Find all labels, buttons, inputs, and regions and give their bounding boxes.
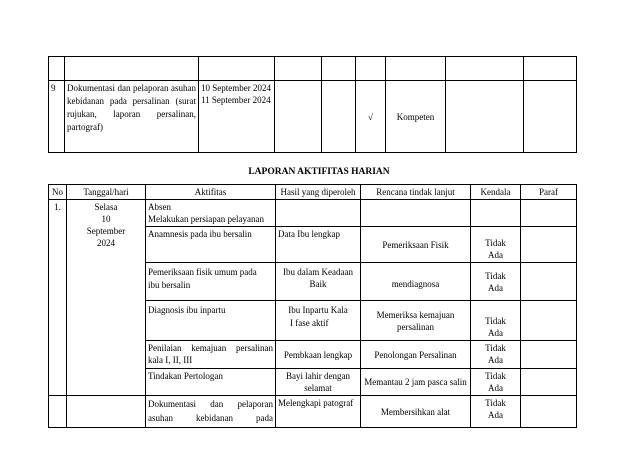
competency-row [49,81,577,153]
paraf-cell [521,301,577,341]
activity-cell: Anamnesis pada ibu bersalin [146,227,276,263]
competency-header-row [49,57,577,81]
result-cell: Bayi lahir dengan selamat [276,369,361,396]
activity-cell: Diagnosis ibu inpartu [146,301,276,341]
kendala-cell: Tidak Ada [471,341,521,369]
kendala-cell: Tidak Ada [471,369,521,396]
header-activity: Aktifitas [146,185,276,200]
paraf-cell [521,369,577,396]
row-number: 9 [49,81,65,153]
row-number: 1. [49,200,67,396]
plan-cell: Memantau 2 jam pasca salin [361,369,471,396]
paraf-cell [521,396,577,428]
activity-cell: Absen Melakukan persiapan pelayanan [146,200,276,227]
result-cell: Ibu dalam Keadaan Baik [276,263,361,301]
header-result: Hasil yang diperoleh [276,185,361,200]
table-header-row [49,185,577,200]
daily-activity-table [48,184,577,428]
kendala-cell: Tidak Ada [471,227,521,263]
result-cell: Ibu Inpartu Kala I fase aktif [276,301,361,341]
kendala-cell: Tidak Ada [471,263,521,301]
result-cell: Melengkapi patograf [276,396,361,428]
paraf-cell [521,263,577,301]
kendala-cell: Tidak Ada [471,301,521,341]
date-cell: Selasa 10 September 2024 [67,200,146,396]
header-plan: Rencana tindak lanjut [361,185,471,200]
header-kendala: Kendala [471,185,521,200]
activity-cell: Penilaian kemajuan persalinan kala I, II, III [146,341,276,369]
header-no: No [49,185,67,200]
result-cell: Pembkaan lengkap [276,341,361,369]
kendala-cell: Tidak Ada [471,396,521,428]
activity-cell: Pemeriksaan fisik umum pada ibu bersalin [146,263,276,301]
plan-cell: Penolongan Persalinan [361,341,471,369]
competency-status: Kompeten [386,81,446,153]
activity-cell: Dokumentasi dan pelaporan asuhan kebidanan pada [146,396,276,428]
plan-cell: Membersihkan alat [361,396,471,428]
paraf-cell [521,341,577,369]
result-cell: Data Ibu lengkap [276,227,361,263]
plan-cell: mendiagnosa [361,263,471,301]
activity-cell: Tindakan Pertologan [146,369,276,396]
check-mark: √ [356,81,386,153]
plan-cell: Pemeriksaan Fisik [361,227,471,263]
table-row [49,396,577,428]
paraf-cell [521,227,577,263]
competency-table [48,56,577,153]
report-title: LAPORAN AKTIFITAS HARIAN [248,167,390,177]
competency-dates: 10 September 2024 11 September 2024 [199,81,275,153]
plan-cell: Memeriksa kemajuan persalinan [361,301,471,341]
competency-description: Dokumentasi dan pelaporan asuhan kebidanan pada persalinan (surat rujukan, laporan persalinan, partograf) [65,81,199,153]
table-row [49,200,577,227]
header-paraf: Paraf [521,185,577,200]
header-date: Tanggal/hari [67,185,146,200]
